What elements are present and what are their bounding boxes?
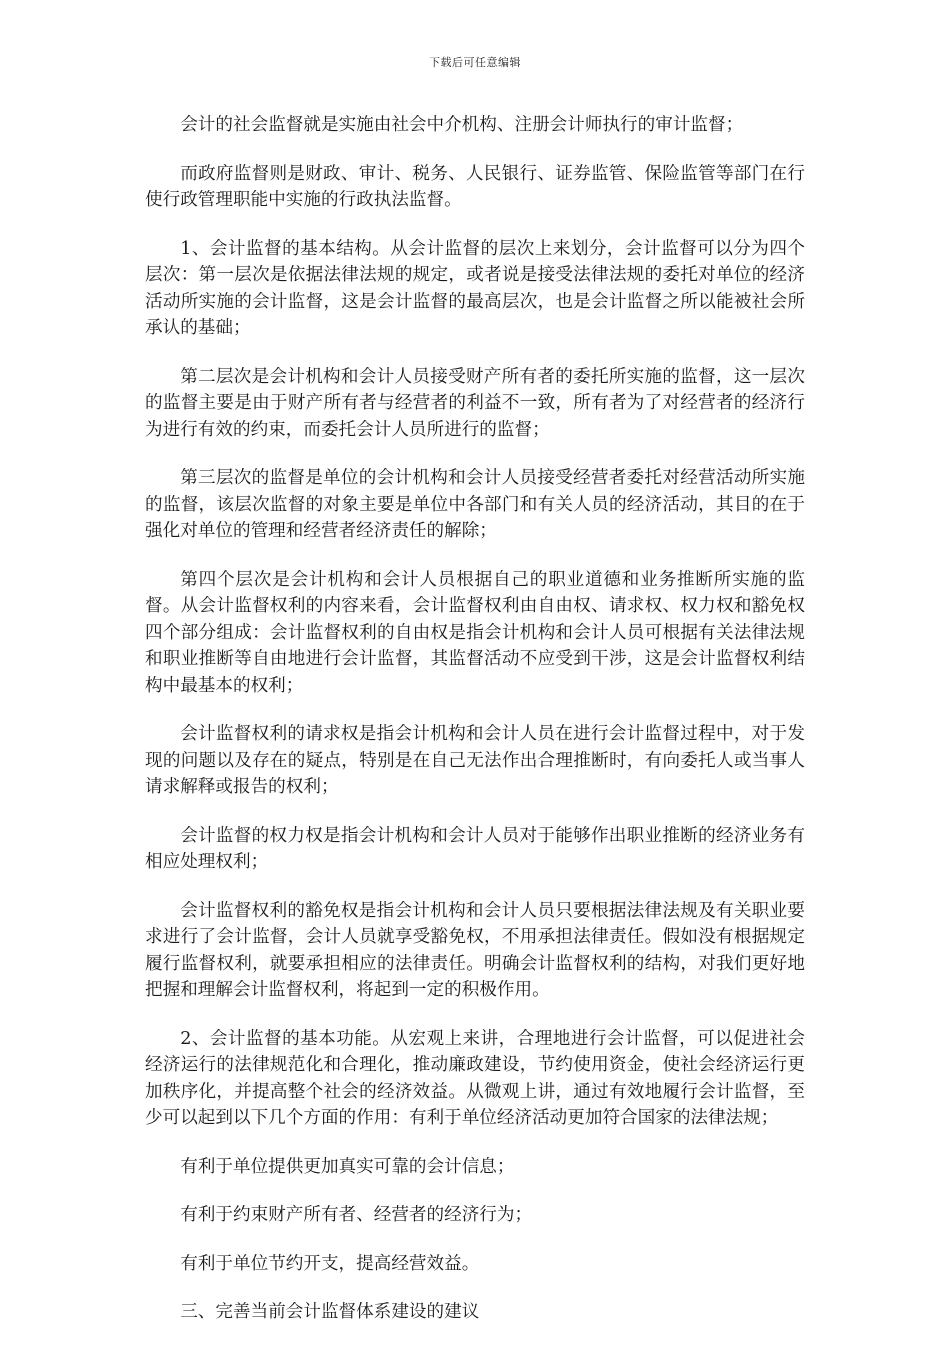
paragraph-government-supervision: 而政府监督则是财政、审计、税务、人民银行、证券监管、保险监管等部门在行使行政管理职能中实施的行政执法监督。 — [145, 163, 805, 210]
paragraph-third-level: 第三层次的监督是单位的会计机构和会计人员接受经营者委托对经营活动所实施的监督，该层次监督的对象主要是单位中各部门和有关人员的经济活动，其目的在于强化对单位的管理和经营者经济责任的解除； — [145, 468, 805, 541]
paragraph-fourth-level: 第四个层次是会计机构和会计人员根据自己的职业道德和业务推断所实施的监督。从会计监督权利的内容来看，会计监督权利由自由权、请求权、权力权和豁免权四个部分组成：会计监督权利的自由权是指会计机构和会计人员可根据有关法律法规和职业推断等自由地进行会计监督，其监督活动不应受到干涉，这是会计监督权利结构中最基本的权利； — [145, 569, 805, 696]
paragraph-second-level: 第二层次是会计机构和会计人员接受财产所有者的委托所实施的监督，这一层次的监督主要是由于财产所有者与经营者的利益不一致，所有者为了对经营者的经济行为进行有效的约束，而委托会计人员所进行的监督； — [145, 366, 805, 440]
paragraph-basic-structure: 1、会计监督的基本结构。从会计监督的层次上来划分，会计监督可以分为四个层次：第一层次是依据法律法规的规定，或者说是接受法律法规的委托对单位的经济活动所实施的会计监督，这是会计监督的最高层次，也是会计监督之所以能被社会所承认的基础； — [145, 238, 805, 338]
paragraph-benefit-constraint: 有利于约束财产所有者、经营者的经济行为； — [180, 1205, 533, 1225]
header-note: 下载后可任意编辑 — [429, 56, 521, 69]
section-heading-suggestions: 三、完善当前会计监督体系建设的建议 — [180, 1302, 480, 1322]
document-body — [145, 112, 805, 1348]
paragraph-benefit-efficiency: 有利于单位节约开支，提高经营效益。 — [180, 1253, 480, 1274]
paragraph-immunity-right: 会计监督权利的豁免权是指会计机构和会计人员只要根据法律法规及有关职业要求进行了会计监督，会计人员就享受豁免权，不用承担法律责任。假如没有根据规定履行监督权利，就要承担相应的法律责任。明确会计监督权利的结构，对我们更好地把握和理解会计监督权利，将起到一定的积极作用。 — [145, 900, 805, 1000]
paragraph-benefit-info: 有利于单位提供更加真实可靠的会计信息； — [180, 1156, 515, 1177]
paragraph-power-right: 会计监督的权力权是指会计机构和会计人员对于能够作出职业推断的经济业务有相应处理权利； — [145, 825, 805, 872]
paragraph-basic-function: 2、会计监督的基本功能。从宏观上来讲，合理地进行会计监督，可以促进社会经济运行的法律规范化和合理化，推动廉政建设，节约使用资金，使社会经济运行更加秩序化，并提高整个社会的经济效益。从微观上讲，通过有效地履行会计监督，至少可以起到以下几个方面的作用：有利于单位经济活动更加符合国家的法律法规； — [145, 1028, 805, 1128]
paragraph-social-supervision: 会计的社会监督就是实施由社会中介机构、注册会计师执行的审计监督； — [180, 115, 744, 135]
paragraph-request-right: 会计监督权利的请求权是指会计机构和会计人员在进行会计监督过程中，对于发现的问题以及存在的疑点，特别是在自己无法作出合理推断时，有向委托人或当事人请求解释或报告的权利； — [145, 724, 805, 797]
